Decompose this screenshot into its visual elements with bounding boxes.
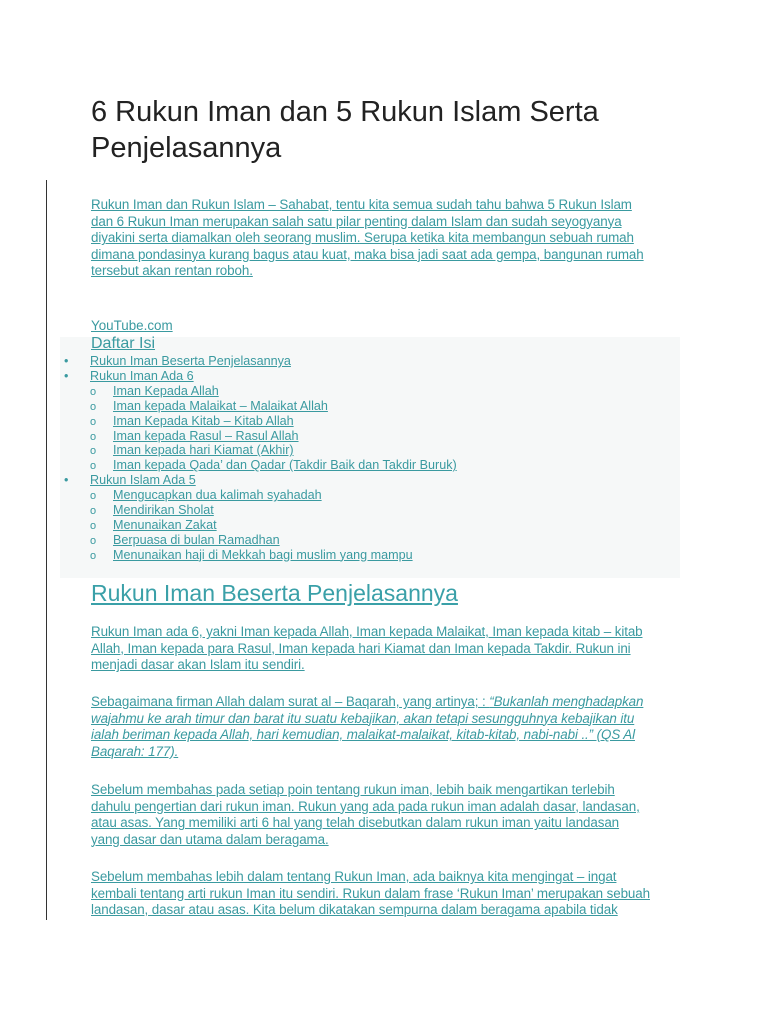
section-heading[interactable]: Rukun Iman Beserta Penjelasannya	[91, 580, 458, 606]
text-line: atau asas. Yang memiliki arti 6 hal yang telah disebutkan dalam rukun iman yaitu landasan	[91, 815, 620, 831]
sub-bullet-icon: o	[90, 385, 97, 398]
toc-item-label: Iman Kepada Kitab – Kitab Allah	[113, 413, 294, 428]
paragraph-rukun-iman[interactable]	[91, 624, 643, 674]
toc-item-label: Mengucapkan dua kalimah syahadah	[113, 488, 322, 503]
toc-item-label: Rukun Iman Beserta Penjelasannya	[90, 354, 291, 368]
text-line	[91, 727, 643, 744]
toc-item[interactable]	[90, 488, 322, 504]
sub-bullet-icon: o	[90, 430, 97, 443]
toc-item-label: Iman kepada Rasul – Rasul Allah	[113, 428, 299, 443]
paragraph-quote[interactable]	[91, 694, 643, 760]
toc-item-label: Rukun Iman Ada 6	[90, 368, 194, 383]
toc-item[interactable]	[90, 384, 219, 400]
toc-item-label: Iman kepada Malaikat – Malaikat Allah	[113, 398, 328, 413]
sub-bullet-icon: o	[90, 519, 97, 532]
sub-bullet-icon: o	[90, 549, 97, 562]
bullet-icon: •	[64, 473, 69, 488]
quote-text: wajahmu ke arah timur dan barat itu suatu kebajikan, akan tetapi sesungguhnya kebajikan itu	[91, 710, 635, 726]
toc-item[interactable]	[64, 369, 194, 384]
toc-item-label: Rukun Islam Ada 5	[90, 473, 196, 488]
toc-item[interactable]	[90, 503, 214, 519]
bullet-icon: •	[64, 354, 69, 368]
plain-text: Sebagaimana firman Allah dalam surat al – Baqarah, yang artinya; :	[91, 694, 490, 709]
text-line: landasan, dasar atau asas. Kita belum dikatakan sempurna dalam beragama apabila tidak	[91, 902, 618, 918]
toc-item[interactable]	[64, 473, 196, 488]
text-line: diyakini serta diamalkan oleh seorang muslim. Serupa ketika kita membangun sebuah rumah	[91, 230, 634, 246]
text-line: Rukun Iman ada 6, yakni Iman kepada Allah, Iman kepada Malaikat, Iman kepada kitab – kitab	[91, 624, 643, 639]
sub-bullet-icon: o	[90, 415, 97, 428]
youtube-link[interactable]: YouTube.com	[91, 318, 173, 333]
toc-item[interactable]	[90, 414, 294, 430]
text-line	[91, 744, 643, 761]
bullet-icon: •	[64, 368, 69, 383]
toc-item-label: Menunaikan Zakat	[113, 517, 217, 532]
toc-item[interactable]	[90, 443, 294, 459]
text-line: Allah, Iman kepada para Rasul, Iman kepada hari Kiamat dan Iman kepada Takdir. Rukun ini	[91, 640, 631, 656]
title-line: Penjelasannya	[91, 132, 282, 164]
toc-item[interactable]	[90, 548, 413, 564]
text-line: dahulu pengertian dari rukun iman. Rukun yang ada pada rukun iman adalah dasar, landasan,	[91, 798, 640, 814]
toc-item[interactable]	[90, 533, 280, 549]
quote-text: “Bukanlah menghadapkan	[489, 694, 644, 709]
text-line: Rukun Iman dan Rukun Islam – Sahabat, tentu kita semua sudah tahu bahwa 5 Rukun Islam	[91, 197, 632, 212]
text-line: yang dasar dan utama dalam beragama.	[91, 831, 329, 847]
toc-item-label: Berpuasa di bulan Ramadhan	[113, 532, 280, 547]
sub-bullet-icon: o	[90, 534, 97, 547]
quote-text: ialah beriman kepada Allah, hari kemudian, malaikat-malaikat, kitab-kitab, nabi-nabi ..” (QS Al	[91, 727, 635, 743]
title-line: 6 Rukun Iman dan 5 Rukun Islam Serta	[91, 96, 599, 128]
sub-bullet-icon: o	[90, 400, 97, 413]
toc-item[interactable]	[90, 458, 457, 474]
paragraph-arti-rukun[interactable]	[91, 869, 650, 919]
quote-text: Baqarah: 177).	[91, 743, 179, 759]
toc-item[interactable]	[90, 518, 217, 534]
text-line: menjadi dasar akan Islam itu sendiri.	[91, 657, 305, 673]
text-line: Sebelum membahas lebih dalam tentang Rukun Iman, ada baiknya kita mengingat – ingat	[91, 869, 617, 884]
sub-bullet-icon: o	[90, 490, 97, 503]
text-line: kembali tentang arti rukun Iman itu sendiri. Rukun dalam frase ‘Rukun Iman’ merupakan sebuah	[91, 885, 650, 901]
page-margin-line	[46, 180, 47, 920]
sub-bullet-icon: o	[90, 445, 97, 458]
text-line: tersebut akan rentan roboh.	[91, 263, 253, 279]
page-title	[91, 94, 599, 166]
toc-item-label: Iman kepada hari Kiamat (Akhir)	[113, 443, 294, 458]
text-line: Sebelum membahas pada setiap poin tentang rukun iman, lebih baik mengartikan terlebih	[91, 782, 615, 797]
toc-item[interactable]	[64, 354, 291, 369]
text-line: dan 6 Rukun Iman merupakan salah satu pilar penting dalam Islam dan sudah seyogyanya	[91, 213, 622, 229]
text-line	[91, 711, 643, 728]
intro-paragraph[interactable]	[91, 197, 644, 280]
sub-bullet-icon: o	[90, 505, 97, 517]
toc-item-label: Iman kepada Qada’ dan Qadar (Takdir Baik dan Takdir Buruk)	[113, 458, 457, 473]
text-line	[91, 694, 643, 711]
toc-item-label: Iman Kepada Allah	[113, 383, 219, 398]
paragraph-pengertian[interactable]	[91, 782, 640, 848]
toc-item-label: Mendirikan Sholat	[113, 503, 214, 517]
toc-title: Daftar Isi	[91, 335, 156, 352]
sub-bullet-icon: o	[90, 460, 97, 473]
toc-item-label: Menunaikan haji di Mekkah bagi muslim yang mampu	[113, 547, 413, 562]
text-line: dimana pondasinya kurang bagus atau kuat, maka bisa jadi saat ada gempa, bangunan rumah	[91, 246, 644, 262]
toc-item[interactable]	[90, 429, 299, 445]
toc-item[interactable]	[90, 399, 328, 415]
